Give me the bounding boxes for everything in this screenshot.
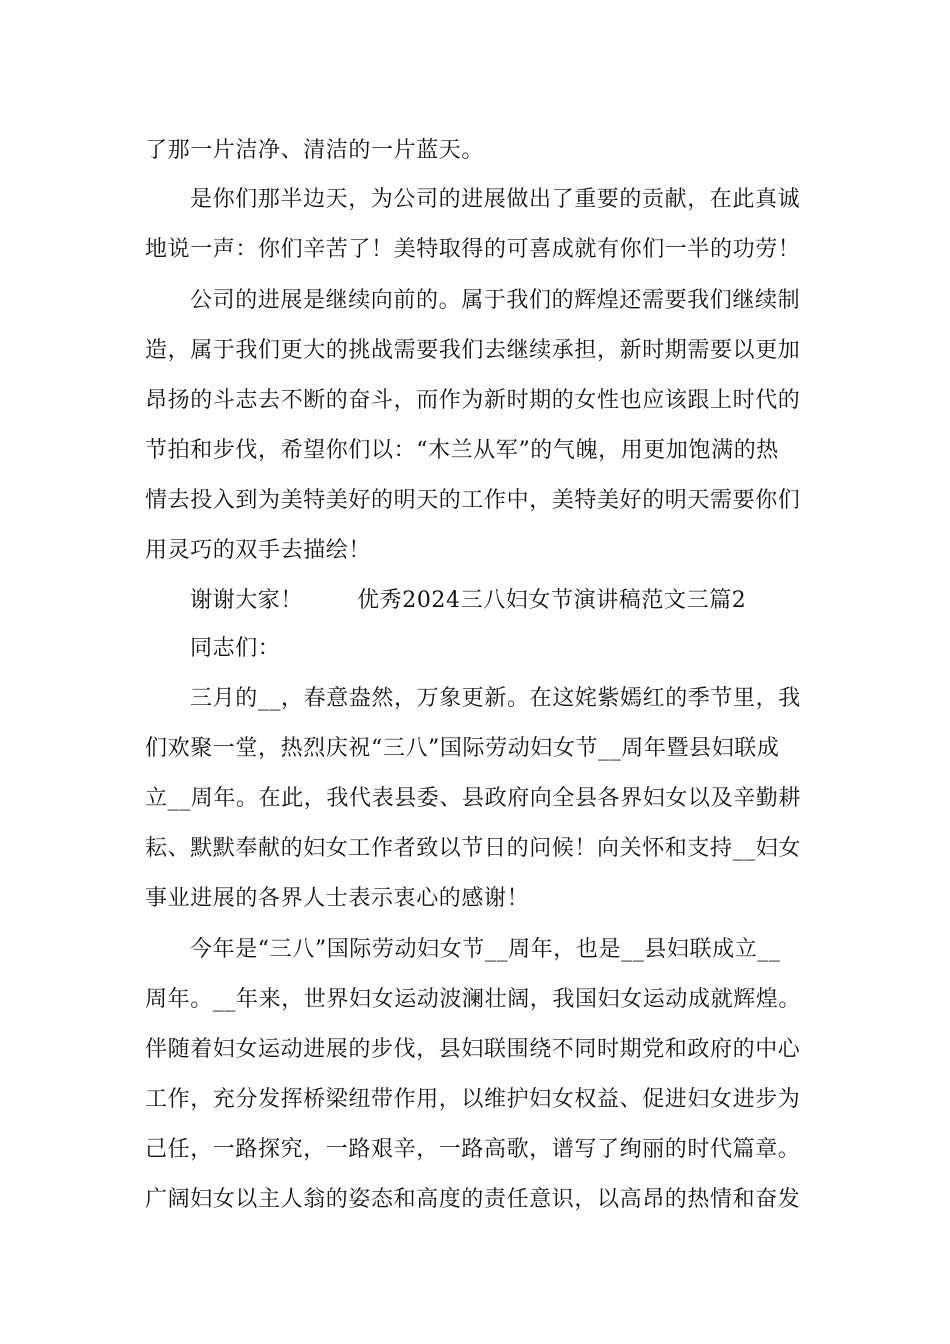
text-line: 节拍和步伐，希望你们以：“木兰从军”的气魄，用更加饱满的热 [145,438,779,463]
text-line: 己任，一路探究，一路艰辛，一路高歌，谱写了绚丽的时代篇章。 [145,1137,801,1162]
text-line: 工作，充分发挥桥梁纽带作用，以维护妇女权益、促进妇女进步为 [145,1087,801,1112]
text-line: 耘、默默奉献的妇女工作者致以节日的问候！向关怀和支持__妇女 [145,836,802,861]
text-line: 今年是“三八”国际劳动妇女节__周年，也是__县妇联成立__ [190,937,781,962]
text-line: 公司的进展是继续向前的。属于我们的辉煌还需要我们继续制 [190,288,801,313]
text-line: 伴随着妇女运动进展的步伐，县妇联围绕不同时期党和政府的中心 [145,1037,801,1062]
text-line: 地说一声：你们辛苦了！美特取得的可喜成就有你们一半的功劳！ [145,237,801,262]
text-line: 们欢聚一堂，热烈庆祝“三八”国际劳动妇女节__周年暨县妇联成 [145,736,780,761]
text-line: 造，属于我们更大的挑战需要我们去继续承担，新时期需要以更加 [145,338,801,363]
text-line: 事业进展的各界人士表示衷心的感谢！ [145,886,530,911]
text-line: 立__周年。在此，我代表县委、县政府向全县各界妇女以及辛勤耕 [145,786,802,811]
text-line: 了那一片洁净、清洁的一片蓝天。 [145,138,485,163]
text-line: 是你们那半边天，为公司的进展做出了重要的贡献，在此真诚 [190,187,801,212]
text-line: 情去投入到为美特美好的明天的工作中，美特美好的明天需要你们 [145,488,801,513]
text-line: 周年。__年来，世界妇女运动波澜壮阔，我国妇女运动成就辉煌。 [145,987,802,1012]
text-line: 三月的__，春意盎然，万象更新。在这姹紫嫣红的季节里，我 [190,686,801,711]
salutation: 同志们： [190,636,281,661]
thanks-text: 谢谢大家！ [190,588,304,613]
section-title: 优秀2024三八妇女节演讲稿范文三篇2 [357,588,747,613]
text-line: 用灵巧的双手去描绘！ [145,538,372,563]
text-line: 广阔妇女以主人翁的姿态和高度的责任意识，以高昂的热情和奋发 [145,1187,801,1212]
thanks-and-section-title-line [190,586,810,616]
text-line: 昂扬的斗志去不断的奋斗，而作为新时期的女性也应该跟上时代的 [145,388,801,413]
